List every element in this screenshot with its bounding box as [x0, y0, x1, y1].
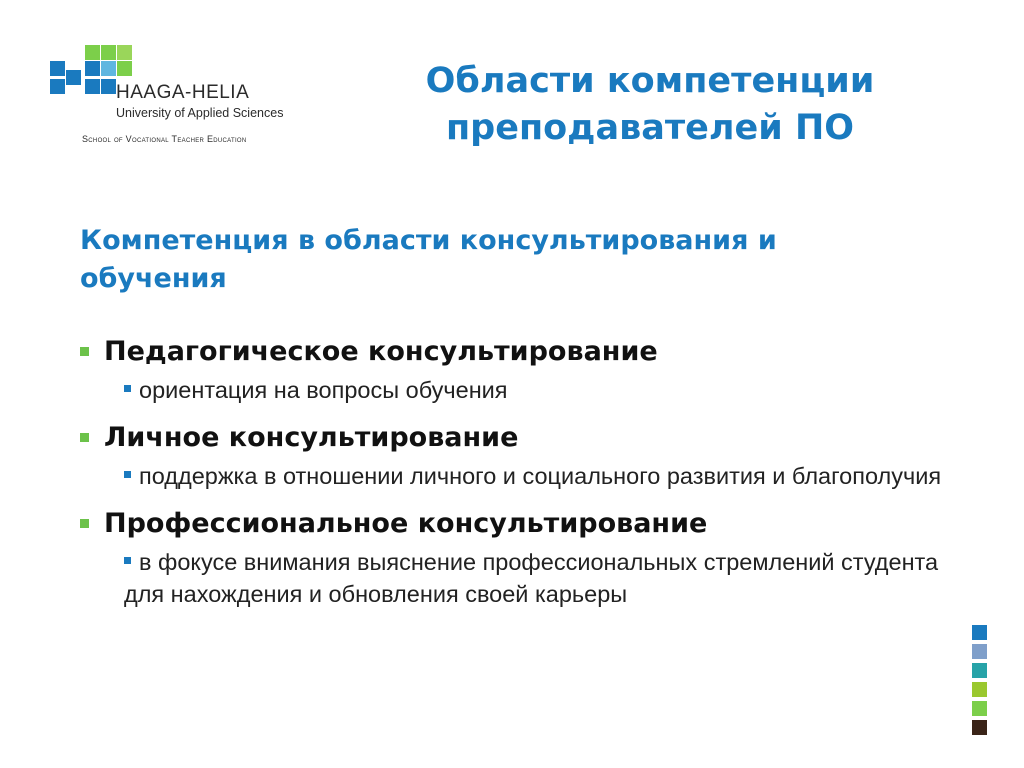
green-bullet-icon	[80, 433, 89, 442]
bullet-heading: Педагогическое консультирование	[104, 336, 658, 367]
logo-square	[101, 61, 116, 76]
blue-bullet-icon	[124, 471, 131, 478]
strip-square	[972, 720, 987, 735]
green-bullet-icon	[80, 519, 89, 528]
logo-square	[85, 61, 100, 76]
green-bullet-icon	[80, 347, 89, 356]
bullet-list	[80, 330, 980, 620]
strip-square	[972, 663, 987, 678]
bullet-item	[80, 502, 980, 546]
sub-bullet-item	[124, 460, 980, 492]
blue-bullet-icon	[124, 557, 131, 564]
strip-square	[972, 701, 987, 716]
sub-bullet-text: в фокусе внимания выяснение профессиональных стремлений студента для нахождения и обновления своей карьеры	[124, 549, 939, 607]
logo-name: HAAGA-HELIA	[116, 82, 250, 103]
logo-subtitle: University of Applied Sciences	[116, 106, 284, 120]
logo-square	[50, 79, 65, 94]
strip-square	[972, 625, 987, 640]
logo-square	[50, 61, 65, 76]
bullet-heading: Личное консультирование	[104, 422, 519, 453]
bullet-item	[80, 416, 980, 460]
sub-bullet-text: поддержка в отношении личного и социального развития и благополучия	[139, 463, 942, 489]
sub-bullet-item	[124, 374, 980, 406]
decorative-color-strip	[972, 625, 988, 739]
slide-title-line-1: Области компетенции	[425, 61, 875, 101]
slide-subtitle: Компетенция в области консультирования и обучения	[80, 225, 777, 294]
slide-title	[370, 58, 930, 152]
logo-square	[117, 45, 132, 60]
haaga-helia-logo	[48, 42, 298, 152]
bullet-heading: Профессиональное консультирование	[104, 508, 708, 539]
blue-bullet-icon	[124, 385, 131, 392]
strip-square	[972, 682, 987, 697]
bullet-item	[80, 330, 980, 374]
logo-square	[85, 45, 100, 60]
sub-bullet-text: ориентация на вопросы обучения	[139, 377, 508, 403]
logo-square	[66, 70, 81, 85]
logo-square	[101, 79, 116, 94]
logo-square	[117, 61, 132, 76]
strip-square	[972, 644, 987, 659]
logo-square	[85, 79, 100, 94]
sub-bullet-item	[124, 546, 980, 610]
logo-school: School of Vocational Teacher Education	[82, 134, 247, 144]
slide-title-line-2: преподавателей ПО	[445, 108, 854, 148]
logo-square	[101, 45, 116, 60]
